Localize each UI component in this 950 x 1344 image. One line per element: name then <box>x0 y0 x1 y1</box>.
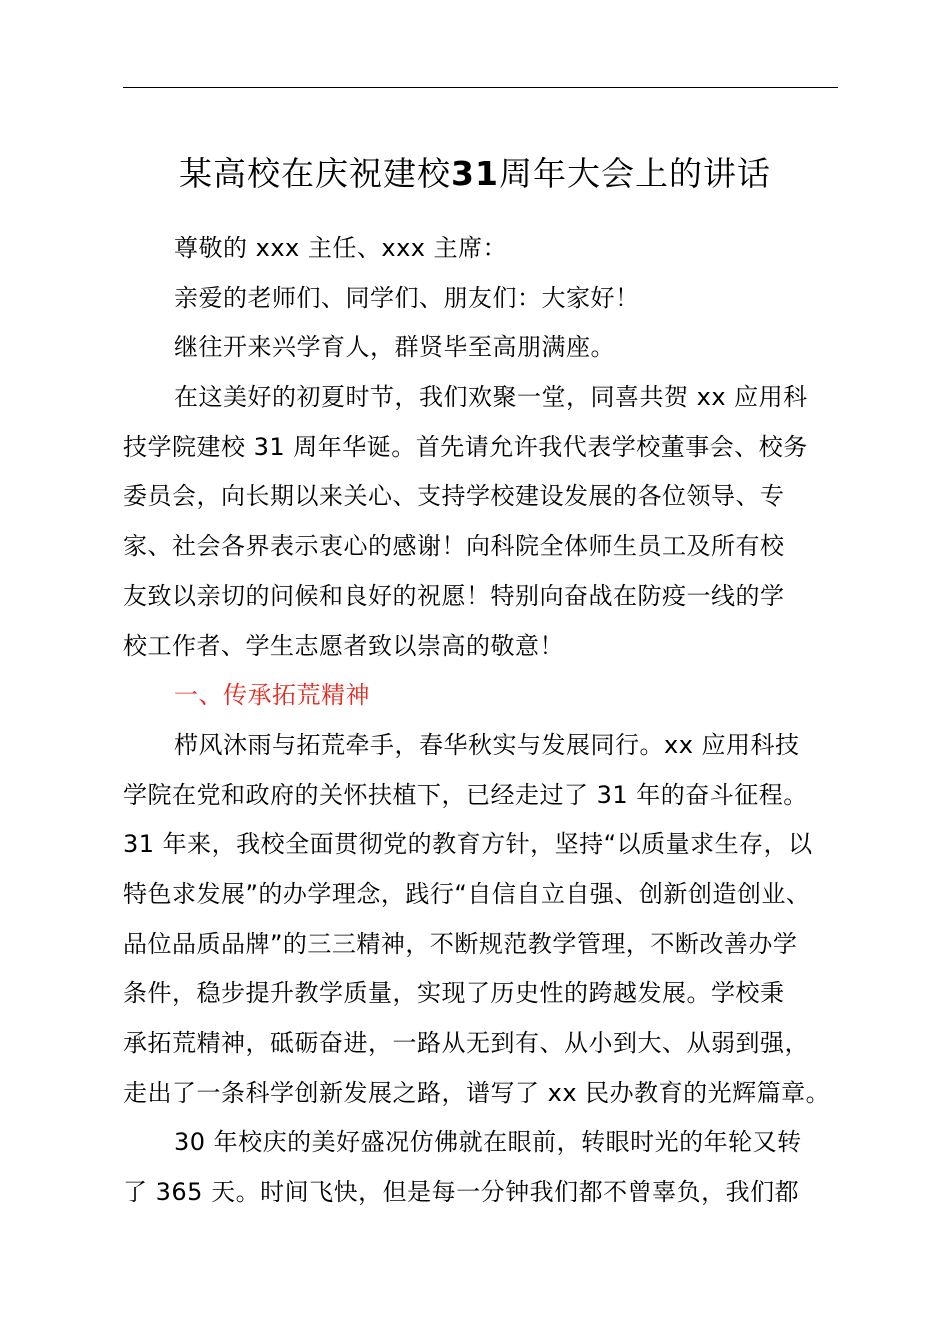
paragraph-line: 学院在党和政府的关怀扶植下，已经走过了 31 年的奋斗征程。 <box>123 780 808 809</box>
paragraph-line: 承拓荒精神，砥砺奋进，一路从无到有、从小到大、从弱到强， <box>123 1029 809 1057</box>
paragraph-line: 特色求发展”的办学理念，践行“自信自立自强、创新创造创业、 <box>123 879 811 908</box>
paragraph-line: 走出了一条科学创新发展之路，谱写了 xx 民办教育的光辉篇章。 <box>123 1078 831 1107</box>
title-number: 31 <box>451 154 499 193</box>
paragraph-line: 31 年来，我校全面贯彻党的教育方针，坚持“以质量求生存，以 <box>123 830 813 859</box>
salutation-line: 尊敬的 xxx 主任、xxx 主席： <box>174 234 508 262</box>
paragraph-line: 技学院建校 31 周年华诞。首先请允许我代表学校董事会、校务 <box>123 432 808 461</box>
opening-line: 继往开来兴学育人，群贤毕至高朋满座。 <box>174 333 615 362</box>
paragraph-line: 家、社会各界表示衷心的感谢！向科院全体师生员工及所有校 <box>123 532 785 561</box>
title-suffix: 周年大会上的讲话 <box>498 154 771 193</box>
page-title <box>0 148 950 200</box>
paragraph-line: 友致以亲切的问候和良好的祝愿！特别向奋战在防疫一线的学 <box>123 581 785 610</box>
paragraph-line: 30 年校庆的美好盛况仿佛就在眼前，转眼时光的年轮又转 <box>174 1128 802 1157</box>
paragraph-line: 条件，稳步提升教学质量，实现了历史性的跨越发展。学校秉 <box>123 979 785 1008</box>
paragraph-line: 栉风沐雨与拓荒牵手，春华秋实与发展同行。xx 应用科技 <box>174 730 800 759</box>
paragraph-line: 品位品质品牌”的三三精神，不断规范教学管理，不断改善办学 <box>123 929 798 958</box>
title-prefix: 某高校在庆祝建校 <box>179 154 452 193</box>
document-body <box>123 224 863 1218</box>
paragraph-line: 委员会，向长期以来关心、支持学校建设发展的各位领导、专 <box>123 482 785 511</box>
paragraph-line: 在这美好的初夏时节，我们欢聚一堂，同喜共贺 xx 应用科 <box>174 383 808 412</box>
salutation-line: 亲爱的老师们、同学们、朋友们：大家好！ <box>174 283 640 312</box>
paragraph-line: 了 365 天。时间飞快，但是每一分钟我们都不曾辜负，我们都 <box>123 1178 800 1207</box>
section-heading: 一、传承拓荒精神 <box>174 681 370 710</box>
header-rule <box>123 87 838 88</box>
paragraph-line: 校工作者、学生志愿者致以崇高的敬意！ <box>123 631 564 660</box>
